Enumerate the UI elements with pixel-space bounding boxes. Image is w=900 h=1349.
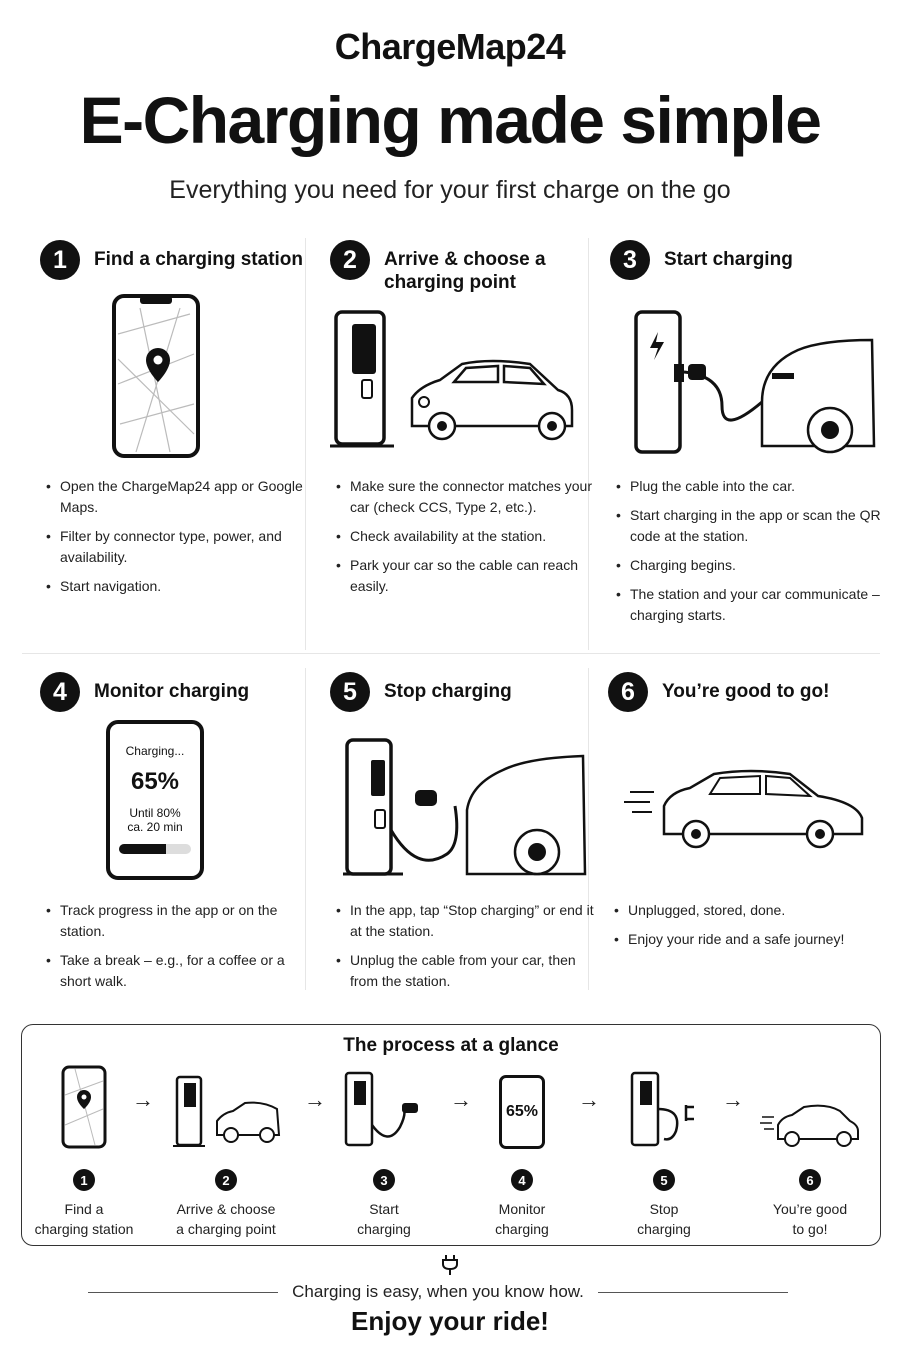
bullet-list	[336, 476, 606, 605]
overview-item-6	[750, 1059, 870, 1239]
bullet-item: • Enjoy your ride and a safe journey!	[614, 929, 884, 950]
bullet-list	[46, 900, 316, 1000]
process-overview	[21, 1024, 881, 1246]
phone-icon: 65%	[499, 1075, 545, 1149]
bullet-list	[46, 476, 316, 605]
step-number: 3	[610, 240, 650, 280]
step-6	[608, 672, 892, 947]
overview-label: Stop	[649, 1201, 679, 1217]
step-1	[40, 240, 324, 594]
brand-logo: ChargeMap24	[334, 26, 566, 67]
station-and-car-icon	[330, 306, 614, 456]
plug-icon	[440, 1254, 460, 1276]
overview-number: 5	[653, 1169, 675, 1191]
bullet-list	[616, 476, 886, 634]
bullet-item: • In the app, tap “Stop charging” or end it at the station.	[336, 900, 606, 942]
subline: Everything you need for your first charge on the go	[169, 176, 731, 204]
bullet-item: • Take a break – e.g., for a coffee or a short walk.	[46, 950, 316, 992]
bullet-list	[614, 900, 884, 958]
station-plug-icon	[344, 1069, 424, 1149]
overview-label: charging station	[34, 1221, 134, 1237]
overview-number: 2	[215, 1169, 237, 1191]
unplug-car-icon	[330, 734, 614, 879]
bullet-item: • Start navigation.	[46, 576, 316, 597]
overview-label: a charging point	[176, 1221, 276, 1237]
step-title: Find a charging station	[94, 249, 304, 270]
bullet-item: • Park your car so the cable can reach easily.	[336, 555, 606, 597]
bullet-item: • Check availability at the station.	[336, 526, 606, 547]
overview-label: charging	[495, 1221, 549, 1237]
overview-label: Find a	[64, 1201, 104, 1217]
overview-label: charging	[357, 1221, 411, 1237]
overview-item-3	[324, 1059, 444, 1239]
step-title: Arrive & choose a charging point	[384, 249, 546, 293]
charge-percent: 65%	[130, 768, 180, 795]
step-5	[330, 672, 614, 989]
car-icon	[760, 1099, 860, 1149]
progress-fill	[119, 844, 166, 854]
charge-target: Until 80%	[129, 806, 181, 820]
plugged-car-icon	[610, 306, 894, 456]
arrow-right-icon: →	[304, 1087, 326, 1112]
tagline-row	[88, 1282, 788, 1302]
overview-label: You’re good	[772, 1201, 848, 1217]
arrow-right-icon: →	[132, 1087, 154, 1112]
phone-map-icon	[40, 294, 324, 464]
overview-item-2	[166, 1059, 286, 1239]
bullet-item: • Plug the cable into the car.	[616, 476, 886, 497]
step-title: You’re good to go!	[662, 681, 830, 702]
overview-item-5	[604, 1059, 724, 1239]
tagline: Charging is easy, when you know how.	[292, 1282, 584, 1301]
step-number: 1	[40, 240, 80, 280]
step-title: Monitor charging	[94, 681, 250, 702]
progress-bar	[119, 844, 191, 854]
bullet-list	[336, 900, 606, 1000]
overview-number: 4	[511, 1169, 533, 1191]
charge-eta: ca. 20 min	[127, 820, 183, 834]
overview-number: 1	[73, 1169, 95, 1191]
phone-progress-screen	[106, 720, 204, 880]
station-and-car-icon	[171, 1073, 281, 1149]
car-driving-icon	[608, 762, 892, 852]
arrow-right-icon: →	[578, 1087, 600, 1112]
bullet-item: • Filter by connector type, power, and availability.	[46, 526, 316, 568]
step-title: Start charging	[664, 249, 793, 270]
step-2	[330, 240, 614, 594]
bullet-item: • Start charging in the app or scan the QR code at the station.	[616, 505, 886, 547]
divider	[22, 653, 880, 654]
overview-label: to go!	[792, 1221, 828, 1237]
step-4	[40, 672, 324, 989]
overview-number: 3	[373, 1169, 395, 1191]
overview-label: Arrive & choose	[176, 1201, 276, 1217]
arrow-right-icon: →	[722, 1087, 744, 1112]
divider	[598, 1292, 788, 1293]
step-number: 5	[330, 672, 370, 712]
overview-label: Start	[369, 1201, 399, 1217]
charging-status: Charging...	[125, 744, 185, 758]
phone-map-icon	[61, 1065, 107, 1149]
headline: E-Charging made simple	[79, 83, 821, 157]
overview-number: 6	[799, 1169, 821, 1191]
bullet-item: • Open the ChargeMap24 app or Google Maps.	[46, 476, 316, 518]
divider	[88, 1292, 278, 1293]
overview-item-4	[462, 1059, 582, 1239]
overview-label: charging	[637, 1221, 691, 1237]
step-title: Stop charging	[384, 681, 512, 702]
arrow-right-icon: →	[450, 1087, 472, 1112]
bullet-item: • Unplug the cable from your car, then from the station.	[336, 950, 606, 992]
bullet-item: • Track progress in the app or on the station.	[46, 900, 316, 942]
step-number: 2	[330, 240, 370, 280]
overview-item-1	[24, 1059, 144, 1239]
overview-title: The process at a glance	[343, 1035, 559, 1056]
station-unplug-icon	[624, 1069, 704, 1149]
step-3	[610, 240, 894, 623]
bullet-item: • Charging begins.	[616, 555, 886, 576]
step-number: 6	[608, 672, 648, 712]
step-number: 4	[40, 672, 80, 712]
overview-label: Monitor	[498, 1201, 546, 1217]
bullet-item: • Make sure the connector matches your car (check CCS, Type 2, etc.).	[336, 476, 606, 518]
bullet-item: • The station and your car communicate – charging starts.	[616, 584, 886, 626]
bullet-item: • Unplugged, stored, done.	[614, 900, 884, 921]
closing-message: Enjoy your ride!	[351, 1306, 549, 1336]
